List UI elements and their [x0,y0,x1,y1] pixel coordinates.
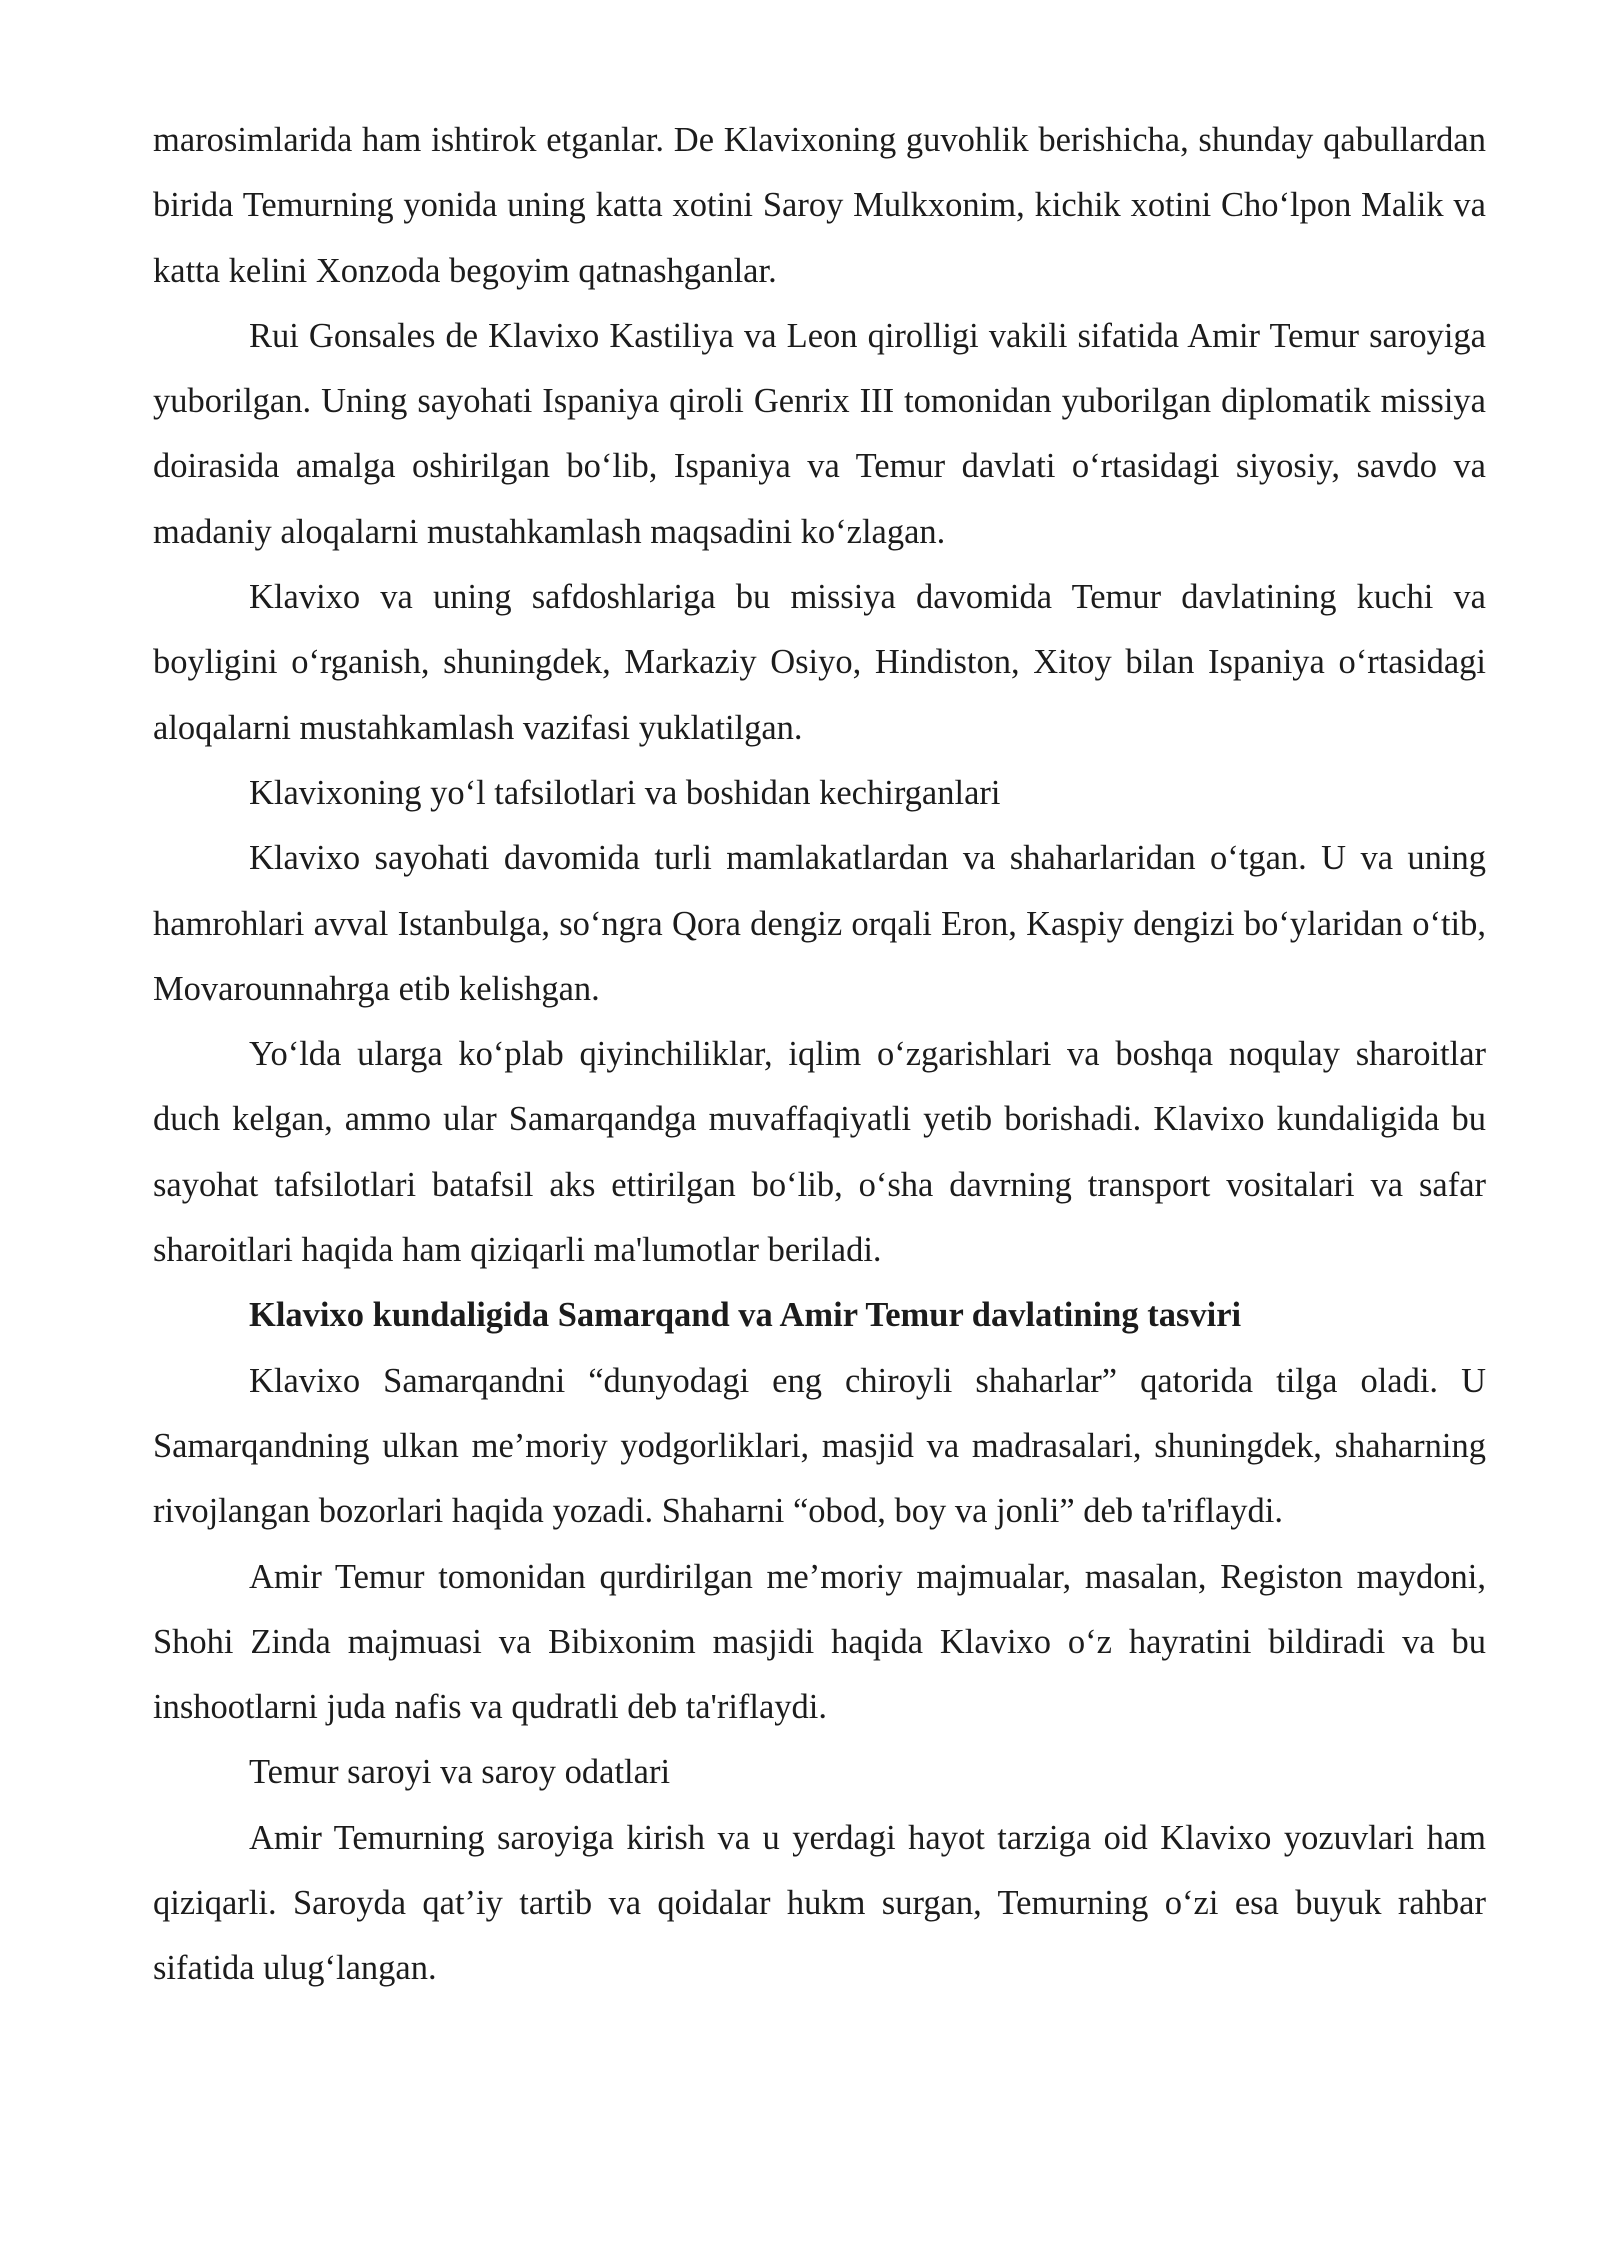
document-body [153,108,1486,2002]
paragraph-klavixo-mission: Rui Gonsales de Klavixo Kastiliya va Leon qirolligi vakili sifatida Amir Temur saroyiga yuborilgan. Uning sayohati Ispaniya qiroli Genrix III tomonidan yuborilgan diplomatik missiya doirasida amalga oshirilgan bo‘lib, Ispaniya va Temur davlati o‘rtasidagi siyosiy, savdo va madaniy aloqalarni mustahkamlash maqsadini ko‘zlagan. [153,316,1486,551]
subheading-court-customs: Temur saroyi va saroy odatlari [249,1753,671,1792]
paragraph-hardships: Yo‘lda ularga ko‘plab qiyinchiliklar, iqlim o‘zgarishlari va boshqa noqulay sharoitlar duch kelgan, ammo ular Samarqandga muvaffaqiyatli yetib borishadi. Klavixo kundaligida bu sayohat tafsilotlari batafsil aks ettirilgan bo‘lib, o‘sha davrning transport vositalari va safar sharoitlari haqida ham qiziqarli ma'lumotlar beriladi. [153,1035,1486,1270]
paragraph-continuation: marosimlarida ham ishtirok etganlar. De Klavixoning guvohlik berishicha, shunday qabullardan birida Temurning yonida uning katta xotini Saroy Mulkxonim, kichik xotini Cho‘lpon Malik va katta kelini Xonzoda begoyim qatnashganlar. [153,121,1486,290]
heading-samarqand-description: Klavixo kundaligida Samarqand va Amir Temur davlatining tasviri [249,1296,1242,1335]
paragraph-samarqand-praise: Klavixo Samarqandni “dunyodagi eng chiroyli shaharlar” qatorida tilga oladi. U Samarqandning ulkan me’moriy yodgorliklari, masjid va madrasalari, shuningdek, shaharning rivojlangan bozorlari haqida yozadi. Shaharni “obod, boy va jonli” deb ta'riflaydi. [153,1361,1486,1531]
paragraph-route: Klavixo sayohati davomida turli mamlakatlardan va shaharlaridan o‘tgan. U va uning hamrohlari avval Istanbulga, so‘ngra Qora dengiz orqali Eron, Kaspiy dengizi bo‘ylaridan o‘tib, Movarounnahrga etib kelishgan. [153,839,1486,1008]
paragraph-architecture: Amir Temur tomonidan qurdirilgan me’moriy majmualar, masalan, Registon maydoni, Shohi Zinda majmuasi va Bibixonim masjidi haqida Klavixo o‘z hayratini bildiradi va bu inshootlarni juda nafis va qudratli deb ta'riflaydi. [153,1557,1486,1727]
paragraph-mission-task: Klavixo va uning safdoshlariga bu missiya davomida Temur davlatining kuchi va boyligini o‘rganish, shuningdek, Markaziy Osiyo, Hindiston, Xitoy bilan Ispaniya o‘rtasidagi aloqalarni mustahkamlash vazifasi yuklatilgan. [153,578,1486,747]
subheading-journey-details: Klavixoning yo‘l tafsilotlari va boshidan kechirganlari [249,773,1001,812]
paragraph-court-life: Amir Temurning saroyiga kirish va u yerdagi hayot tarziga oid Klavixo yozuvlari ham qiziqarli. Saroyda qat’iy tartib va qoidalar hukm surgan, Temurning o‘zi esa buyuk rahbar sifatida ulug‘langan. [153,1818,1486,1988]
